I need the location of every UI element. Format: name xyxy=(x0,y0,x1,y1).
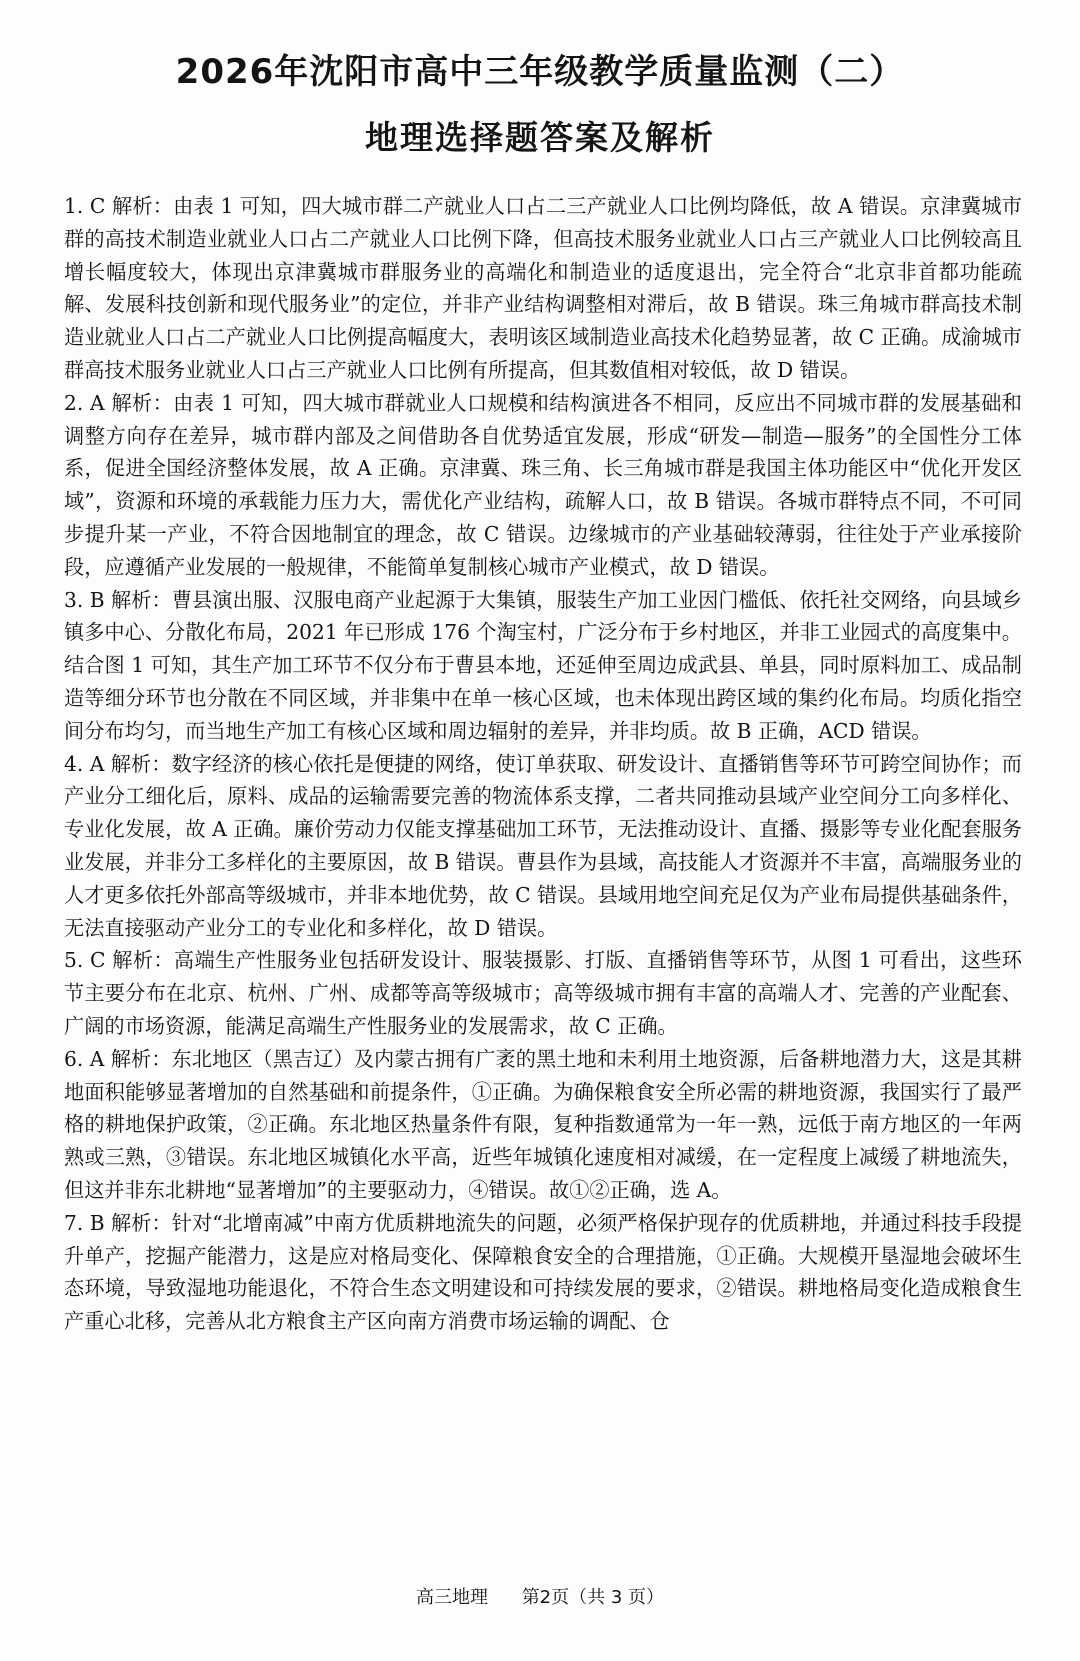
answer-1: 1. C 解析：由表 1 可知，四大城市群二产就业人口占二三产就业人口比例均降低，故 A 错误。京津冀城市群的高技术制造业就业人口占二产就业人口比例下降，但高技术服务业就业人口占三产就业人口比例较高且增长幅度较大，体现出京津冀城市群服务业的高端化和制造业的适度退出，完全符合“北京非首都功能疏解、发展科技创新和现代服务业”的定位，并非产业结构调整相对滞后，故 B 错误。珠三角城市群高技术制造业就业人口占二产就业人口比例提高幅度大，表明该区域制造业高技术化趋势显著，故 C 正确。成渝城市群高技术服务业就业人口占三产就业人口比例有所提高，但其数值相对较低，故 D 错误。 xyxy=(64,194,1022,382)
answer-3: 3. B 解析：曹县演出服、汉服电商产业起源于大集镇，服装生产加工业因门槛低、依托社交网络，向县域乡镇多中心、分散化布局，2021 年已形成 176 个淘宝村，广泛分布于乡村地区，并非工业园式的高度集中。结合图 1 可知，其生产加工环节不仅分布于曹县本地，还延伸至周边成武县、单县，同时原料加工、成品制造等细分环节也分散在不同区域，并非集中在单一核心区域，也未体现出跨区域的集约化布局。均质化指空间分布均匀，而当地生产加工有核心区域和周边辐射的差异，并非均质。故 B 正确，ACD 错误。 xyxy=(64,587,1022,743)
page-subtitle: 地理选择题答案及解析 xyxy=(365,118,715,157)
answer-2: 2. A 解析：由表 1 可知，四大城市群就业人口规模和结构演进各不相同，反应出不同城市群的发展基础和调整方向存在差异，城市群内部及之间借助各自优势适宜发展，形成“研发—制造—服务”的全国性分工体系，促进全国经济整体发展，故 A 正确。京津冀、珠三角、长三角城市群是我国主体功能区中“优化开发区域”，资源和环境的承载能力压力大，需优化产业结构，疏解人口，故 B 错误。各城市群特点不同，不可同步提升某一产业，不符合因地制宜的理念，故 C 错误。边缘城市的产业基础较薄弱，往往处于产业承接阶段，应遵循产业发展的一般规律，不能简单复制核心城市产业模式，故 D 错误。 xyxy=(64,390,1022,579)
footer-subject: 高三地理 xyxy=(415,1587,488,1608)
answer-list xyxy=(64,190,1022,1338)
answer-5: 5. C 解析：高端生产性服务业包括研发设计、服装摄影、打版、直播销售等环节，从图 1 可看出，这些环节主要分布在北京、杭州、广州、成都等高等级城市；高等级城市拥有丰富的高端人才、完善的产业配套、广阔的市场资源，能满足高端生产性服务业的发展需求，故 C 正确。 xyxy=(64,948,1022,1038)
page-title: 2026年沈阳市高中三年级教学质量监测（二） xyxy=(175,52,905,92)
answer-4: 4. A 解析：数字经济的核心依托是便捷的网络，使订单获取、研发设计、直播销售等环节可跨空间协作；而产业分工细化后，原料、成品的运输需要完善的物流体系支撑，二者共同推动县域产业空间分工向多样化、专业化发展，故 A 正确。廉价劳动力仅能支撑基础加工环节，无法推动设计、直播、摄影等专业化配套服务业发展，并非分工多样化的主要原因，故 B 错误。曹县作为县域，高技能人才资源并不丰富，高端服务业的人才更多依托外部高等级城市，并非本地优势，故 C 错误。县域用地空间充足仅为产业布局提供基础条件，无法直接驱动产业分工的专业化和多样化，故 D 错误。 xyxy=(64,751,1022,940)
page-footer xyxy=(0,1583,1080,1609)
answer-6: 6. A 解析：东北地区（黑吉辽）及内蒙古拥有广袤的黑土地和未利用土地资源，后备耕地潜力大，这是其耕地面积能够显著增加的自然基础和前提条件，①正确。为确保粮食安全所必需的耕地资源，我国实行了最严格的耕地保护政策，②正确。东北地区热量条件有限，复种指数通常为一年一熟，远低于南方地区的一年两熟或三熟，③错误。东北地区城镇化水平高，近些年城镇化速度相对减缓，在一定程度上减缓了耕地流失，但这并非东北耕地“显著增加”的主要驱动力，④错误。故①②正确，选 A。 xyxy=(64,1046,1022,1202)
footer-page-number: 第2页（共 3 页） xyxy=(521,1587,665,1608)
answer-7: 7. B 解析：针对“北增南减”中南方优质耕地流失的问题，必须严格保护现存的优质耕地，并通过科技手段提升单产，挖掘产能潜力，这是应对格局变化、保障粮食安全的合理措施，①正确。大规模开垦湿地会破坏生态环境，导致湿地功能退化，不符合生态文明建设和可持续发展的要求，②错误。耕地格局变化造成粮食生产重心北移，完善从北方粮食主产区向南方消费市场运输的调配、仓 xyxy=(64,1210,1022,1334)
